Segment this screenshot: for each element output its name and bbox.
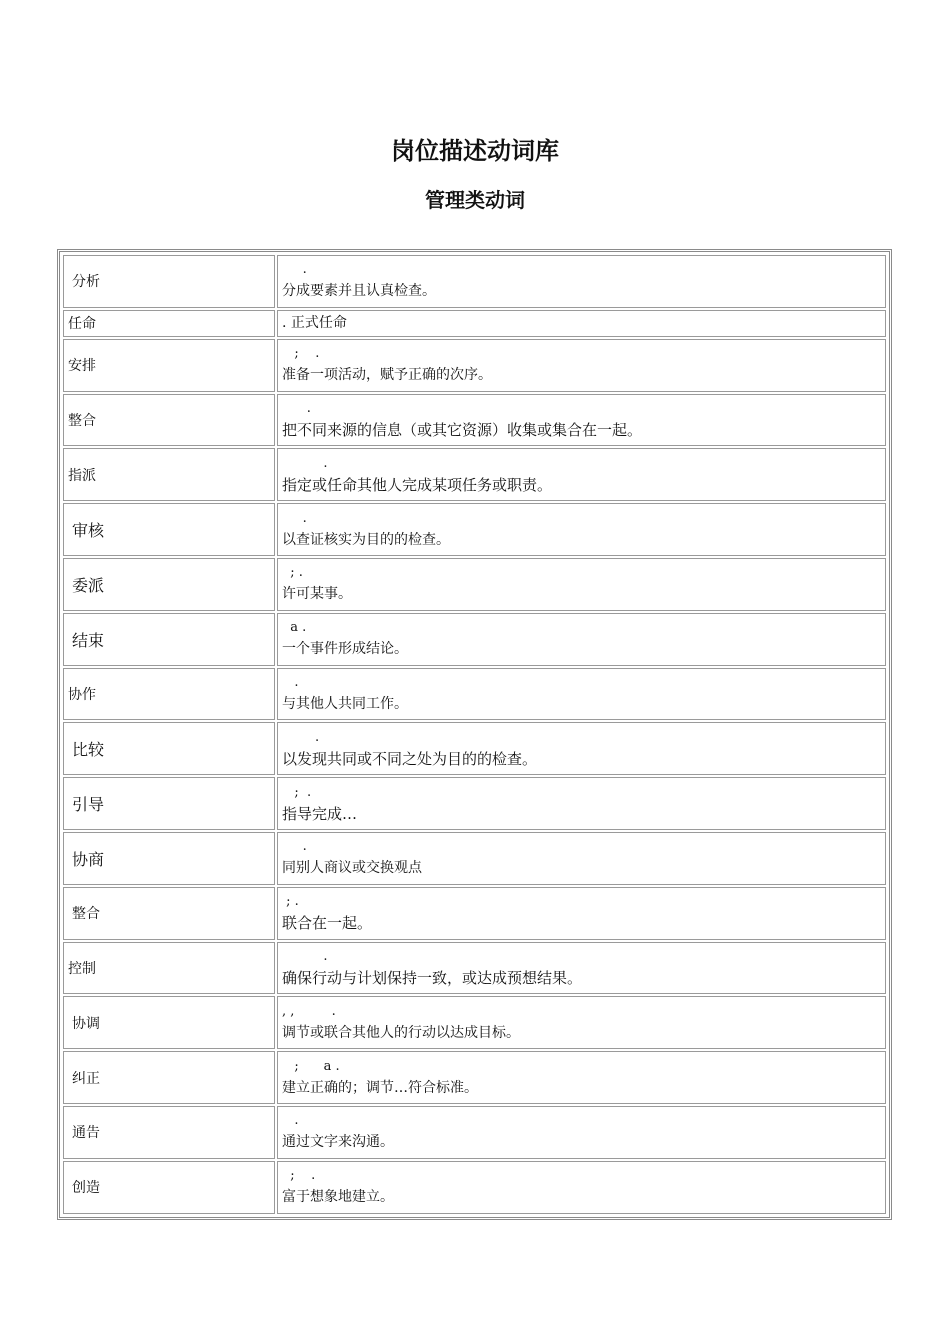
table-row — [63, 777, 886, 830]
document-subtitle: 管理类动词 — [425, 188, 525, 212]
definition-text: 富于想象地建立。 — [282, 1189, 394, 1206]
definition-english-residue: ; . — [282, 784, 312, 800]
verb-term-cell: 协调 — [63, 996, 275, 1049]
verb-definition-cell — [277, 1161, 886, 1214]
verb-term-cell: 协作 — [63, 668, 275, 721]
verb-term-cell: 纠正 — [63, 1051, 275, 1104]
definition-english-residue: ; . — [282, 565, 303, 581]
verb-definition-cell — [277, 310, 886, 337]
definition-text: 许可某事。 — [282, 586, 352, 603]
table-row — [63, 255, 886, 308]
definition-text: 指导完成… — [282, 804, 358, 823]
definition-text: 指定或任命其他人完成某项任务或职责。 — [282, 475, 553, 494]
definition-english-residue: . — [282, 839, 307, 855]
table-row — [63, 310, 886, 337]
definition-english-residue: ; . — [282, 1168, 316, 1184]
definition-english-residue: . — [282, 948, 328, 964]
definition-text: 分成要素并且认真检查。 — [282, 283, 436, 300]
definition-text: 把不同来源的信息（或其它资源）收集或集合在一起。 — [282, 420, 643, 439]
verb-term-cell: 结束 — [63, 613, 275, 666]
definition-english-residue: . — [282, 262, 307, 278]
verb-table-body — [63, 255, 886, 1214]
definition-english-residue: . — [282, 510, 307, 526]
table-row — [63, 1161, 886, 1214]
table-row — [63, 722, 886, 775]
definition-text: 确保行动与计划保持一致，或达成预想结果。 — [282, 968, 583, 987]
verb-term-cell: 整合 — [63, 887, 275, 940]
verb-definition-cell — [277, 613, 886, 666]
verb-definition-cell — [277, 668, 886, 721]
definition-text: 同别人商议或交换观点 — [282, 860, 422, 877]
table-row — [63, 503, 886, 556]
verb-definition-cell — [277, 996, 886, 1049]
verb-definition-cell — [277, 722, 886, 775]
table-row — [63, 1051, 886, 1104]
definition-english-residue: a . — [282, 620, 307, 636]
table-row — [63, 832, 886, 885]
definition-text: 以发现共同或不同之处为目的的检查。 — [282, 749, 538, 768]
definition-text: 建立正确的；调节…符合标准。 — [282, 1079, 478, 1096]
verb-definition-cell — [277, 1106, 886, 1159]
table-row — [63, 996, 886, 1049]
verb-definition-cell — [277, 339, 886, 392]
verb-term-cell: 整合 — [63, 394, 275, 447]
verb-term-cell: 控制 — [63, 942, 275, 995]
verb-term-cell: 引导 — [63, 777, 275, 830]
table-row — [63, 558, 886, 611]
definition-text: 通过文字来沟通。 — [282, 1134, 394, 1151]
definition-english-residue: . — [282, 455, 328, 471]
definition-text: 准备一项活动，赋予正确的次序。 — [282, 367, 492, 384]
verb-term-cell: 比较 — [63, 722, 275, 775]
definition-english-residue: . — [282, 729, 320, 745]
verb-table — [61, 253, 888, 1216]
verb-term-cell: 任命 — [63, 310, 275, 337]
verb-definition-cell — [277, 832, 886, 885]
verb-term-cell: 协商 — [63, 832, 275, 885]
definition-english-residue: ; . — [282, 346, 320, 362]
verb-definition-cell — [277, 558, 886, 611]
verb-term-cell: 安排 — [63, 339, 275, 392]
verb-definition-cell — [277, 1051, 886, 1104]
verb-term-cell: 委派 — [63, 558, 275, 611]
table-row — [63, 942, 886, 995]
verb-term-cell: 审核 — [63, 503, 275, 556]
verb-term-cell: 通告 — [63, 1106, 275, 1159]
verb-definition-cell — [277, 942, 886, 995]
definition-text: . 正式任命 — [282, 315, 347, 332]
definition-english-residue: , , . — [282, 1003, 336, 1019]
verb-definition-cell — [277, 503, 886, 556]
table-row — [63, 613, 886, 666]
definition-english-residue: . — [282, 400, 311, 416]
table-row — [63, 1106, 886, 1159]
document-title: 岗位描述动词库 — [391, 137, 559, 165]
table-row — [63, 448, 886, 501]
verb-term-cell: 创造 — [63, 1161, 275, 1214]
definition-text: 联合在一起。 — [282, 914, 373, 933]
verb-definition-cell — [277, 255, 886, 308]
verb-table-frame — [57, 249, 892, 1220]
verb-definition-cell — [277, 777, 886, 830]
definition-english-residue: . — [282, 1113, 299, 1129]
verb-definition-cell — [277, 887, 886, 940]
definition-text: 与其他人共同工作。 — [282, 695, 408, 712]
verb-definition-cell — [277, 394, 886, 447]
verb-term-cell: 指派 — [63, 448, 275, 501]
table-row — [63, 887, 886, 940]
table-row — [63, 668, 886, 721]
table-row — [63, 339, 886, 392]
verb-definition-cell — [277, 448, 886, 501]
definition-text: 一个事件形成结论。 — [282, 641, 408, 658]
definition-english-residue: . — [282, 674, 299, 690]
table-row — [63, 394, 886, 447]
definition-english-residue: ; a . — [282, 1058, 340, 1074]
definition-english-residue: ; . — [282, 894, 299, 910]
definition-text: 调节或联合其他人的行动以达成目标。 — [282, 1024, 520, 1041]
verb-term-cell: 分析 — [63, 255, 275, 308]
definition-text: 以查证核实为目的的检查。 — [282, 531, 450, 548]
